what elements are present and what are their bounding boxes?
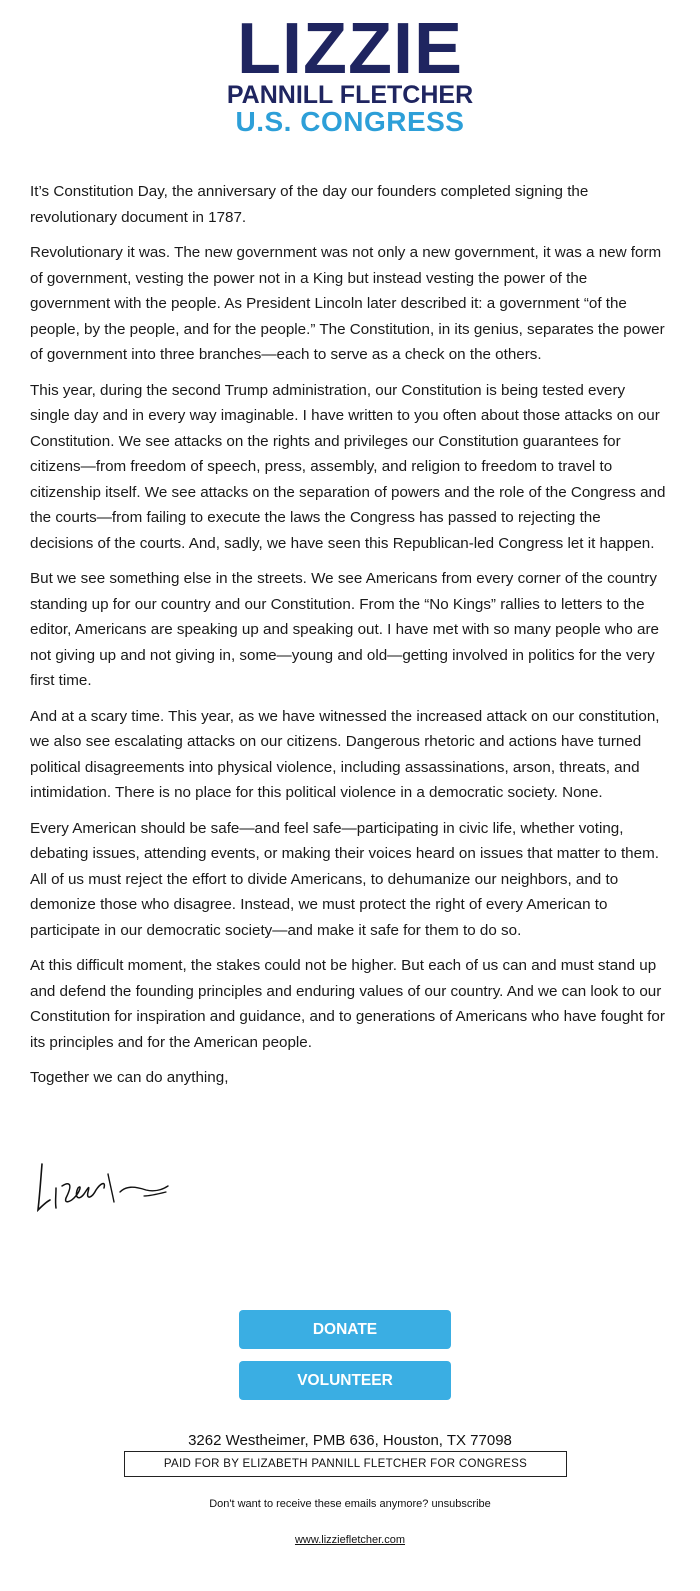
unsubscribe-line bbox=[0, 1496, 700, 1512]
paid-for-disclaimer: PAID FOR BY ELIZABETH PANNILL FLETCHER FOR CONGRESS bbox=[124, 1451, 567, 1477]
paragraph-5: And at a scary time. This year, as we have witnessed the increased attack on our constitution, we also see escalating attacks on our citizens. Dangerous rhetoric and actions have turned political disagreements into physical violence, including assassinations, arson, threats, and intimidation. There is no place for this political violence in a democratic society. None. bbox=[30, 707, 660, 801]
signature-icon bbox=[34, 1158, 174, 1220]
paragraph-4: But we see something else in the streets. We see Americans from every corner of the country standing up for our country and our Constitution. From the “No Kings” rallies to letters to the editor, Americans are speaking up and speaking out. I have met with so many people who are not giving up and not giving in, some—young and old—getting involved in politics for the very first time. bbox=[30, 570, 659, 689]
mailing-address: 3262 Westheimer, PMB 636, Houston, TX 77098 bbox=[188, 1432, 512, 1449]
paragraph-6: Every American should be safe—and feel safe—participating in civic life, whether voting, debating issues, attending events, or making their voices heard on issues that matter to them. All of us must reject the effort to divide Americans, to dehumanize our neighbors, and to demonize those who disagree. Instead, we must protect the right of every American to participate in our democratic society—and make it safe for them to do so. bbox=[30, 819, 659, 939]
campaign-logo bbox=[0, 9, 700, 137]
paragraph-1: It’s Constitution Day, the anniversary of the day our founders completed signing the revolutionary document in 1787. bbox=[30, 183, 589, 226]
logo-office: U.S. CONGRESS bbox=[235, 106, 465, 137]
paragraph-2: Revolutionary it was. The new government was not only a new government, it was a new form of government, vesting the power not in a King but instead vesting the power of the government with the people. As President Lincoln later described it: a government “of the people, by the people, and for the people.” The Constitution, in its genius, separates the power of government into three branches—each to serve as a check on the others. bbox=[30, 244, 665, 363]
website-line bbox=[0, 1532, 700, 1548]
logo-name: LIZZIE bbox=[237, 9, 463, 89]
paragraph-3: This year, during the second Trump administration, our Constitution is being tested every single day and in every way imaginable. I have written to you often about those attacks on our Constitution. We see attacks on the rights and privileges our Constitution guarantees for citizens—from freedom of speech, press, assembly, and religion to freedom to travel to citizenship itself. We see attacks on the separation of powers and the role of the Congress and the courts—from failing to execute the laws the Congress has passed to rejecting the decisions of the courts. And, sadly, we have seen this Republican-led Congress let it happen. bbox=[30, 381, 666, 552]
unsubscribe-text: Don't want to receive these emails anymore? bbox=[209, 1498, 429, 1510]
donate-button[interactable]: DONATE bbox=[239, 1310, 451, 1349]
logo-surname: PANNILL FLETCHER bbox=[226, 81, 474, 109]
paragraph-7: At this difficult moment, the stakes could not be higher. But each of us can and must stand up and defend the founding principles and enduring values of our country. And we can look to our Constitution for inspiration and guidance, and to generations of Americans who have fought for its principles and for the American people. bbox=[30, 957, 665, 1051]
closing-line: Together we can do anything, bbox=[30, 1069, 229, 1086]
email-body bbox=[30, 179, 666, 1091]
website-link[interactable]: www.lizziefletcher.com bbox=[294, 1534, 406, 1546]
unsubscribe-link[interactable]: unsubscribe bbox=[431, 1498, 491, 1510]
volunteer-button[interactable]: VOLUNTEER bbox=[239, 1361, 451, 1400]
